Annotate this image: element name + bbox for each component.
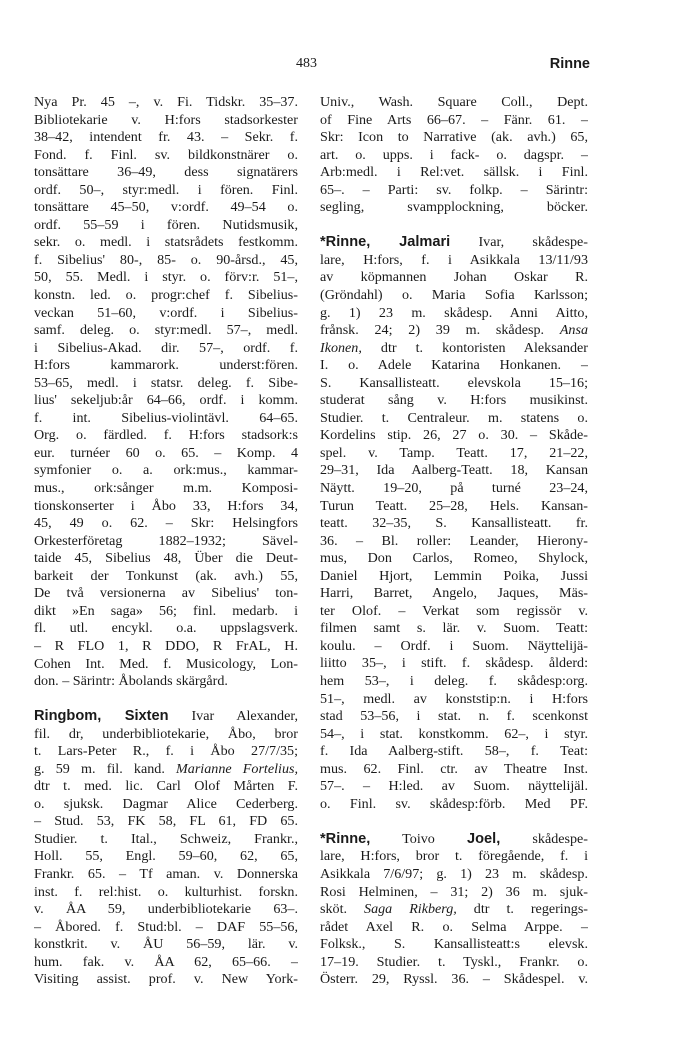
- text-line: hum. fak. v. ÅA 62, 65–66. –: [34, 953, 298, 970]
- text-line: filmen samt s. lär. v. Suom. Teatt:: [320, 620, 588, 637]
- entry-headword-given-name: Joel,: [467, 830, 501, 847]
- text-line: barkeit der Tonkunst (ak. avh.) 55,: [34, 567, 298, 584]
- text-line: Fond. f. Finl. sv. bildkonstnärer o.: [34, 146, 298, 163]
- text-line: koulu. – Ordf. i Suom. Näyttelijä-: [320, 637, 588, 654]
- text-line: liitto 35–, i stift. f. skådesp. ålderd:: [320, 655, 588, 672]
- spouse-name: Saga Rikberg,: [364, 901, 457, 918]
- entry-rinne-joel: [320, 831, 588, 989]
- entry-text: Toivo: [370, 830, 468, 847]
- text-line: – Åbored. f. Stud:bl. – DAF 55–56,: [34, 918, 298, 935]
- text-line: – Stud. 53, FK 58, FL 61, FD 65.: [34, 813, 298, 830]
- text-line: Harri, Barret, Angelo, Jaques, Mäs-: [320, 585, 588, 602]
- entry-first-line: [320, 234, 588, 252]
- entry-line: t. Lars-Peter R., f. i Åbo 27/7/35;: [34, 743, 298, 760]
- text-line: mus., ork:sånger m.m. Komposi-: [34, 480, 298, 497]
- text-line: I. o. Adele Katarina Honkanen. –: [320, 357, 588, 374]
- text-line: f. int. Sibelius-violintävl. 64–65.: [34, 409, 298, 426]
- entry-text: Ivar, skådespe-: [450, 234, 588, 251]
- entry-line: [34, 761, 298, 779]
- text-line: inst. f. rel:hist. o. kulturhist. forskn.: [34, 883, 298, 900]
- text-line: De två versionerna av Sibelius' ton-: [34, 585, 298, 602]
- text-line: teatt. 32–35, S. Kansallisteatt. fr.: [320, 515, 588, 532]
- text-line: o. sjuksk. Dagmar Alice Cederberg.: [34, 795, 298, 812]
- text-line: Univ., Wash. Square Coll., Dept.: [320, 94, 588, 110]
- text-line: i Sibelius-Akad. dir. 57–, ordf. f.: [34, 339, 298, 356]
- entry-rinne-jalmari: [320, 234, 588, 813]
- entry-line: Asikkala 7/6/97; g. 1) 23 m. skådesp.: [320, 865, 588, 882]
- text-line: symfonier o. a. ork:mus., kammar-: [34, 462, 298, 479]
- page-number: 483: [296, 56, 317, 71]
- text-line: taide 45, Sibelius 48, Über die Deut-: [34, 550, 298, 567]
- text-line: Bibliotekarie v. H:fors stadsorkester: [34, 111, 298, 128]
- text-line: f. Sibelius' 80-, 85- o. 90-årsd., 45,: [34, 251, 298, 268]
- entry-body: [34, 778, 298, 989]
- text-line: Kordelins stip. 26, 27 o. 30. – Skåde-: [320, 427, 588, 444]
- continued-entry-text: [34, 94, 298, 691]
- text-line: art. o. upps. i fack- o. dagspr. –: [320, 146, 588, 163]
- left-column: [34, 94, 298, 989]
- text-line: 57–. – H:led. av Suom. näyttelijäl.: [320, 778, 588, 795]
- text-line: eur. turnéer 60 o. 65. – Komp. 4: [34, 444, 298, 461]
- text-line: fl. utl. encykl. o.a. uppslagsverk.: [34, 620, 298, 637]
- text-line: Folksk., S. Kansallisteatt:s elevsk.: [320, 936, 588, 953]
- text-line: Daniel Hjort, Lemmin Poika, Jussi: [320, 567, 588, 584]
- text-line: H:fors kammarork. underst:fören.: [34, 357, 298, 374]
- text-line: 38–42, intendent fr. 43. – Sekr. f.: [34, 129, 298, 146]
- text-line: tonsättare 36–49, dess signatärers: [34, 164, 298, 181]
- text-line: Orkesterföretag 1882–1932; Sävel-: [34, 532, 298, 549]
- running-head: Rinne: [549, 56, 590, 72]
- text-line: S. Kansallisteatt. elevskola 15–16;: [320, 374, 588, 391]
- text-line: 50, 55. Medl. i styr. o. förv:r. 51–,: [34, 269, 298, 286]
- text-line: Turun Teatt. 25–28, Hels. Kansan-: [320, 497, 588, 514]
- right-column: [320, 94, 588, 989]
- page-header: [0, 56, 680, 80]
- entry-headword: *Rinne, Jalmari: [320, 234, 451, 251]
- entry-gap: [34, 691, 298, 709]
- entry-gap: [320, 813, 588, 831]
- entry-text: sköt.: [320, 901, 365, 918]
- entry-text: skådespe-: [500, 830, 588, 847]
- entry-headword: *Rinne,: [320, 830, 371, 847]
- entry-line: [320, 901, 588, 919]
- text-line: 45, 49 o. 62. – Skr: Helsingfors: [34, 515, 298, 532]
- text-line: Studier. t. Ital., Schweiz, Frankr.,: [34, 830, 298, 847]
- text-line: 29–31, Ida Aalberg-Teatt. 18, Kansan: [320, 462, 588, 479]
- text-line: rådet Axel R. o. Selma Arppe. –: [320, 918, 588, 935]
- text-line: ter Olof. – Verkat som regissör v.: [320, 602, 588, 619]
- entry-text: Ivar Alexander,: [168, 708, 298, 725]
- text-line: studerat sång v. H:fors musikinst.: [320, 392, 588, 409]
- entry-first-line: [34, 708, 298, 726]
- entry-text: g. 59 m. fil. kand.: [34, 760, 177, 777]
- entry-line: [320, 322, 588, 340]
- spouse-name: Ansa: [559, 322, 588, 339]
- text-line: samf. deleg. o. styr:medl. 57–, medl.: [34, 322, 298, 339]
- entry-line: g. 1) 23 m. skådesp. Anni Aitto,: [320, 304, 588, 321]
- text-line: Org. o. färdled. f. H:fors stadsork:s: [34, 427, 298, 444]
- text-line: spel. v. Tamp. Teatt. 17, 21–22,: [320, 444, 588, 461]
- entry-body: [320, 919, 588, 989]
- entry-line: Rosi Helminen, – 31; 2) 36 m. sjuk-: [320, 883, 588, 900]
- text-line: Studier. t. Centraleur. m. statens o.: [320, 409, 588, 426]
- text-line: 53–65, medl. i statsr. deleg. f. Sibe-: [34, 374, 298, 391]
- entry-body: [320, 357, 588, 813]
- text-line: Nya Pr. 45 –, v. Fi. Tidskr. 35–37.: [34, 94, 298, 110]
- text-line: sekr. o. medl. i statsrådets festkomm.: [34, 234, 298, 251]
- spouse-name: Marianne Fortelius,: [176, 760, 298, 777]
- text-line: 17–19. Studier. t. Tyskl., Frankr. o.: [320, 953, 588, 970]
- text-line: don. – Särintr: Åbolands skärgård.: [34, 673, 228, 690]
- text-line: ordf. 50–, styr:medl. i fören. Finl.: [34, 181, 298, 198]
- text-line: 65–. – Parti: sv. folkp. – Särintr:: [320, 181, 588, 198]
- text-line: hem 53–, i deleg. f. skådesp:org.: [320, 673, 588, 689]
- entry-line: fil. dr, underbibliotekarie, Åbo, bror: [34, 725, 298, 742]
- text-line: mus, Don Carlos, Romeo, Shylock,: [320, 550, 588, 567]
- entry-text: dtr t. regerings-: [456, 901, 588, 918]
- text-line: konstkrit. v. ÅU 56–59, lär. v.: [34, 936, 298, 953]
- text-line: segling, svampplockning, böcker.: [320, 199, 588, 216]
- entry-line: av köpmannen Johan Oskar R.: [320, 269, 588, 286]
- text-line: Näytt. 19–20, på turné 23–24,: [320, 479, 588, 496]
- text-line: veckan 51–60, v:ordf. i Sibelius-: [34, 304, 298, 321]
- text-line: Cohen Int. Med. f. Musicology, Lon-: [34, 655, 298, 672]
- text-line: f. Ida Aalberg-stift. 58–, f. Teat:: [320, 743, 588, 760]
- text-line: tionskonserter i Åbo 33, H:fors 34,: [34, 497, 298, 514]
- text-line: 51–, medl. av konststip:n. i H:fors: [320, 690, 588, 707]
- entry-line: lare, H:fors, f. i Asikkala 13/11/93: [320, 251, 588, 268]
- text-line: of Fine Arts 66–67. – Fänr. 61. –: [320, 111, 588, 128]
- text-line: dikt »En saga» 56; finl. medarb. i: [34, 602, 298, 619]
- entry-gap: [320, 217, 588, 235]
- text-line: Skr: Icon to Narrative (ak. avh.) 65,: [320, 129, 588, 146]
- continued-entry-text: [320, 94, 588, 217]
- spouse-name: Ikonen,: [320, 339, 362, 356]
- text-line: 54–, i stat. konstkomm. 62–, i styr.: [320, 725, 588, 742]
- entry-line: (Gröndahl) o. Maria Sofia Karlsson;: [320, 286, 588, 303]
- text-line: – R FLO 1, R DDO, R FrAL, H.: [34, 637, 298, 654]
- entry-headword: Ringbom, Sixten: [34, 708, 169, 725]
- entry-text: dtr t. kontoristen Aleksander: [361, 339, 588, 356]
- entry-ringbom-sixten: [34, 708, 298, 989]
- text-line: stad 53–56, i stat. n. f. scenkonst: [320, 708, 588, 725]
- text-line: Visiting assist. prof. v. New York-: [34, 971, 298, 988]
- text-line: tonsättare 45–50, v:ordf. 49–54 o.: [34, 199, 298, 216]
- entry-text: frånsk. 24; 2) 39 m. skådesp.: [320, 322, 560, 339]
- text-line: 36. – Bl. roller: Leander, Hierony-: [320, 532, 588, 549]
- text-line: dtr t. med. lic. Carl Olof Mårten F.: [34, 778, 298, 795]
- text-line: o. Finl. sv. skådesp:förb. Med PF.: [320, 795, 588, 812]
- text-line: Frankr. 65. – Tf aman. v. Donnerska: [34, 866, 298, 883]
- text-line: v. ÅA 59, underbibliotekarie 63–.: [34, 901, 298, 918]
- entry-line: [320, 340, 588, 358]
- entry-line: lare, H:fors, bror t. föregående, f. i: [320, 848, 588, 865]
- text-line: mus. 62. Finl. ctr. av Theatre Inst.: [320, 760, 588, 777]
- text-line: Arb:medl. i Rel:vet. sällsk. i Finl.: [320, 164, 588, 181]
- text-line: ordf. 55–59 i fören. Nutidsmusik,: [34, 216, 298, 233]
- entry-first-line: [320, 831, 588, 849]
- text-line: Holl. 55, Engl. 59–60, 62, 65,: [34, 848, 298, 865]
- text-line: lius' sekeljub:år 64–66, ordf. i komm.: [34, 392, 298, 409]
- text-line: Österr. 29, Ryssl. 36. – Skådespel. v.: [320, 971, 588, 988]
- text-line: konstn. led. o. progr:chef f. Sibelius-: [34, 287, 298, 304]
